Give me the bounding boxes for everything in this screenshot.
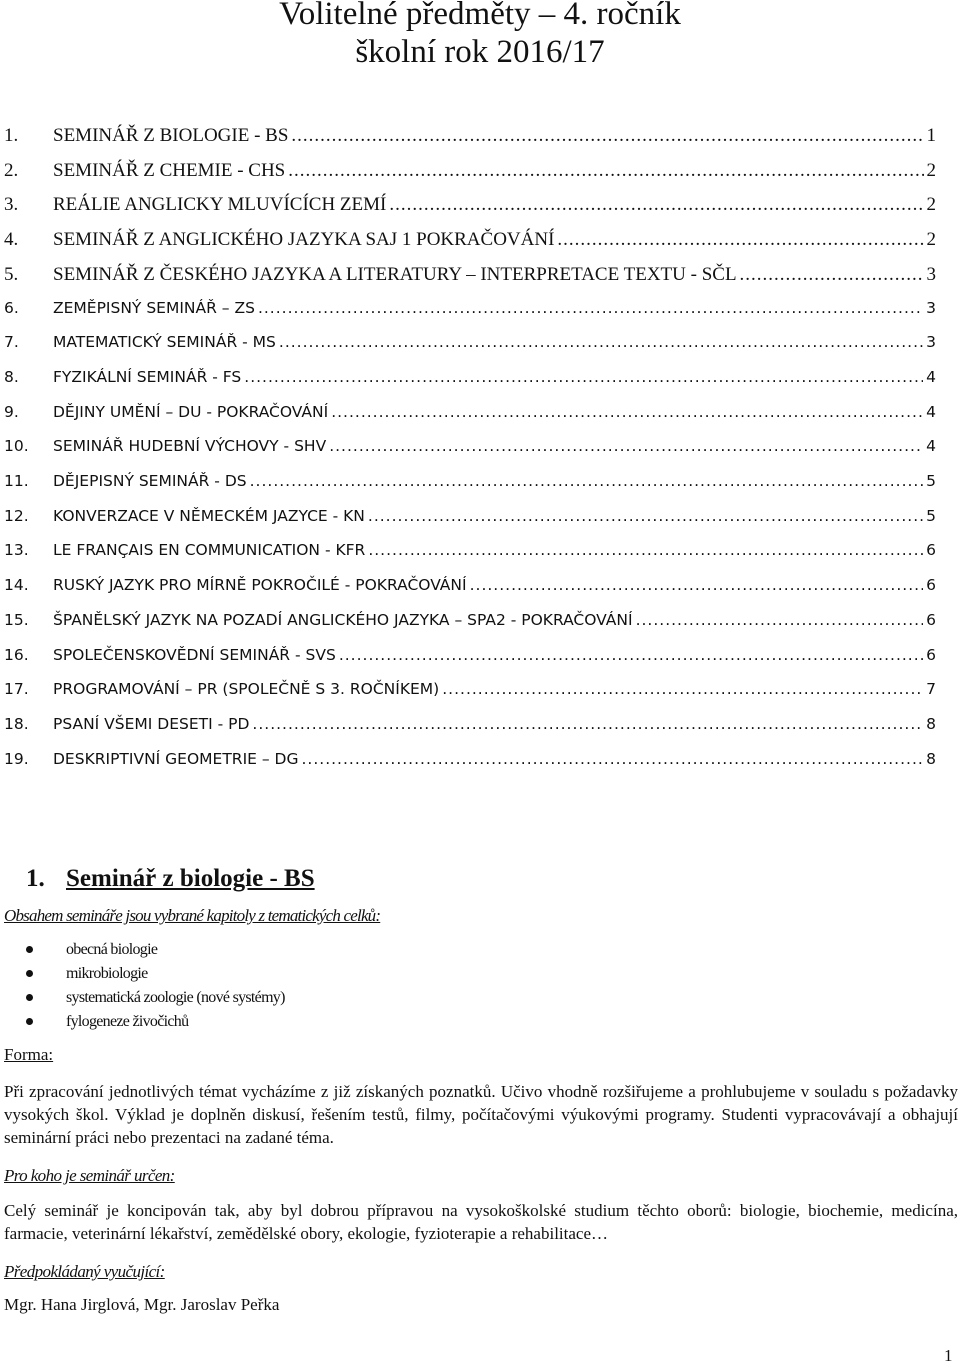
- toc-entry[interactable]: [4, 368, 936, 394]
- toc-entry-number: 5.: [4, 263, 19, 285]
- toc-entry-page: 6: [926, 541, 936, 560]
- toc-entry-number: 11.: [4, 472, 29, 490]
- toc-entry[interactable]: [4, 715, 936, 741]
- toc-dot-leader: [442, 680, 923, 698]
- toc-entry-title: ŠPANĚLSKÝ JAZYK NA POZADÍ ANGLICKÉHO JAZYKA – SPA2 - POKRAČOVÁNÍ: [53, 610, 633, 629]
- toc-dot-leader: [291, 125, 923, 147]
- toc-entry-number: 7.: [4, 333, 19, 352]
- toc-entry-title: SEMINÁŘ Z ČESKÉHO JAZYKA A LITERATURY – INTERPRETACE TEXTU - SČL: [53, 263, 737, 285]
- toc-entry-title: PSANÍ VŠEMI DESETI - PD: [53, 714, 250, 733]
- toc-entry[interactable]: [4, 680, 936, 706]
- toc-entry[interactable]: [4, 194, 936, 220]
- toc-entry-number: 10.: [4, 437, 29, 456]
- topic-text: obecná biologie: [66, 941, 158, 958]
- toc-dot-leader: [279, 333, 923, 351]
- toc-entry-number: 17.: [4, 680, 29, 699]
- toc-entry-page: 2: [926, 194, 936, 216]
- toc-dot-leader: [258, 299, 923, 317]
- toc-entry-number: 3.: [4, 194, 19, 216]
- toc-dot-leader: [740, 264, 924, 286]
- toc-entry-number: 18.: [4, 714, 29, 733]
- toc-entry-page: 3: [926, 298, 936, 317]
- toc-entry-number: 19.: [4, 749, 29, 768]
- toc-entry[interactable]: [4, 264, 936, 290]
- toc-entry[interactable]: [4, 333, 936, 359]
- bullet-icon: [26, 1018, 33, 1025]
- bullet-icon: [26, 970, 33, 977]
- toc-entry-page: 5: [926, 472, 936, 490]
- toc-entry[interactable]: [4, 646, 936, 672]
- toc-entry-page: 7: [926, 680, 936, 699]
- toc-entry-number: 1.: [4, 125, 19, 146]
- toc-entry-page: 3: [926, 263, 936, 285]
- toc-entry[interactable]: [4, 160, 936, 186]
- toc-entry-number: 8.: [4, 367, 19, 386]
- toc-entry-page: 6: [926, 645, 936, 664]
- toc-entry-title: DESKRIPTIVNÍ GEOMETRIE – DG: [53, 749, 299, 768]
- toc-entry-page: 3: [926, 333, 936, 352]
- toc-entry[interactable]: [4, 437, 936, 463]
- toc-entry-page: 4: [926, 437, 936, 456]
- toc-dot-leader: [331, 403, 923, 421]
- toc-entry-number: 14.: [4, 576, 29, 595]
- toc-dot-leader: [301, 750, 923, 768]
- toc-dot-leader: [250, 472, 924, 490]
- toc-entry-page: 6: [926, 610, 936, 629]
- toc-dot-leader: [244, 368, 923, 386]
- toc-entry-title: MATEMATICKÝ SEMINÁŘ - MS: [53, 333, 276, 352]
- section-title: Seminář z biologie - BS: [66, 865, 315, 892]
- toc-entry-title: KONVERZACE V NĚMECKÉM JAZYCE - KN: [53, 506, 365, 525]
- toc-dot-leader: [368, 507, 923, 525]
- toc-dot-leader: [470, 576, 924, 594]
- toc-dot-leader: [252, 715, 923, 733]
- toc-entry[interactable]: [4, 507, 936, 533]
- toc-entry[interactable]: [4, 611, 936, 637]
- toc-entry[interactable]: [4, 750, 936, 776]
- form-paragraph: Při zpracování jednotlivých témat vycházíme z již získaných poznatků. Učivo vhodně rozšiřujeme a prohlubujeme v souladu s požadavky vysokých škol. Výklad je doplněn diskusí, řešením testů, filmy, počítačovými výukovými programy. Studenti vypracovávají a obhajují seminární práci nebo prezentaci na zadané téma.: [4, 1082, 958, 1147]
- toc-entry-page: 1: [926, 125, 936, 146]
- teachers-text: Mgr. Hana Jirglová, Mgr. Jaroslav Peřka: [4, 1295, 280, 1314]
- toc-entry-number: 2.: [4, 159, 19, 181]
- toc-entry-title: SPOLEČENSKOVĚDNÍ SEMINÁŘ - SVS: [53, 645, 336, 664]
- document-subtitle: školní rok 2016/17: [355, 34, 605, 70]
- toc-entry-title: RUSKÝ JAZYK PRO MÍRNĚ POKROČILÉ - POKRAČOVÁNÍ: [53, 576, 467, 595]
- toc-entry-title: SEMINÁŘ Z ANGLICKÉHO JAZYKA SAJ 1 POKRAČOVÁNÍ: [53, 229, 555, 251]
- toc-entry[interactable]: [4, 229, 936, 255]
- toc-dot-leader: [389, 194, 923, 216]
- toc-dot-leader: [329, 437, 923, 455]
- toc-entry-page: 2: [926, 159, 936, 181]
- toc-entry-title: SEMINÁŘ Z CHEMIE - CHS: [53, 159, 286, 181]
- toc-entry-page: 2: [926, 229, 936, 251]
- toc-dot-leader: [368, 541, 923, 559]
- toc-entry-number: 6.: [4, 298, 19, 317]
- toc-dot-leader: [636, 611, 924, 629]
- toc-entry[interactable]: [4, 472, 936, 498]
- teachers-label: Předpokládaný vyučující:: [4, 1262, 165, 1281]
- toc-entry-page: 4: [926, 402, 936, 421]
- toc-dot-leader: [557, 229, 923, 251]
- section-number: 1.: [26, 865, 45, 892]
- bullet-icon: [26, 946, 33, 953]
- toc-entry-title: DĚJINY UMĚNÍ – DU - POKRAČOVÁNÍ: [53, 402, 329, 421]
- topic-text: systematická zoologie (nové systémy): [66, 989, 285, 1006]
- toc-entry[interactable]: [4, 403, 936, 429]
- toc-dot-leader: [339, 646, 923, 664]
- form-label: Forma:: [4, 1045, 54, 1064]
- toc-dot-leader: [288, 160, 923, 182]
- bullet-icon: [26, 994, 33, 1001]
- toc-entry-number: 12.: [4, 506, 29, 525]
- toc-entry-title: SEMINÁŘ HUDEBNÍ VÝCHOVY - SHV: [53, 437, 327, 456]
- toc-entry[interactable]: [4, 576, 936, 602]
- toc-entry[interactable]: [4, 541, 936, 567]
- toc-entry-page: 6: [926, 576, 936, 595]
- content-label: Obsahem semináře jsou vybrané kapitoly z tematických celků:: [4, 906, 381, 925]
- toc-entry-title: LE FRANÇAIS EN COMMUNICATION - KFR: [53, 541, 366, 560]
- toc-entry-title: DĚJEPISNÝ SEMINÁŘ - DS: [53, 472, 247, 490]
- toc-entry-number: 4.: [4, 229, 19, 251]
- toc-entry-page: 4: [926, 367, 936, 386]
- topic-text: mikrobiologie: [66, 965, 148, 982]
- page-number: 1: [944, 1346, 953, 1365]
- toc-entry[interactable]: [4, 299, 936, 325]
- toc-entry-title: FYZIKÁLNÍ SEMINÁŘ - FS: [53, 367, 242, 386]
- toc-entry-page: 8: [926, 749, 936, 768]
- toc-entry[interactable]: [4, 125, 936, 151]
- toc-entry-page: 8: [926, 714, 936, 733]
- toc-entry-title: REÁLIE ANGLICKY MLUVÍCÍCH ZEMÍ: [53, 194, 387, 216]
- toc-entry-number: 9.: [4, 402, 19, 421]
- document-title: Volitelné předměty – 4. ročník: [279, 0, 681, 32]
- toc-entry-number: 13.: [4, 541, 29, 560]
- toc-entry-number: 16.: [4, 645, 29, 664]
- toc-entry-title: PROGRAMOVÁNÍ – PR (SPOLEČNĚ S 3. ROČNÍKEM): [53, 680, 440, 699]
- topic-text: fylogeneze živočichů: [66, 1013, 189, 1030]
- toc-entry-number: 15.: [4, 610, 29, 629]
- audience-label: Pro koho je seminář určen:: [4, 1166, 175, 1185]
- toc-entry-title: ZEMĚPISNÝ SEMINÁŘ – ZS: [53, 298, 255, 317]
- toc-entry-title: SEMINÁŘ Z BIOLOGIE - BS: [53, 125, 289, 146]
- toc-entry-page: 5: [926, 506, 936, 525]
- audience-paragraph: Celý seminář je koncipován tak, aby byl dobrou přípravou na vysokoškolské studium těchto oborů: biologie, biochemie, medicína, farmacie, veterinární lékařství, zemědělské obory, ekologie, fyzioterapie a rehabilitace…: [4, 1201, 958, 1243]
